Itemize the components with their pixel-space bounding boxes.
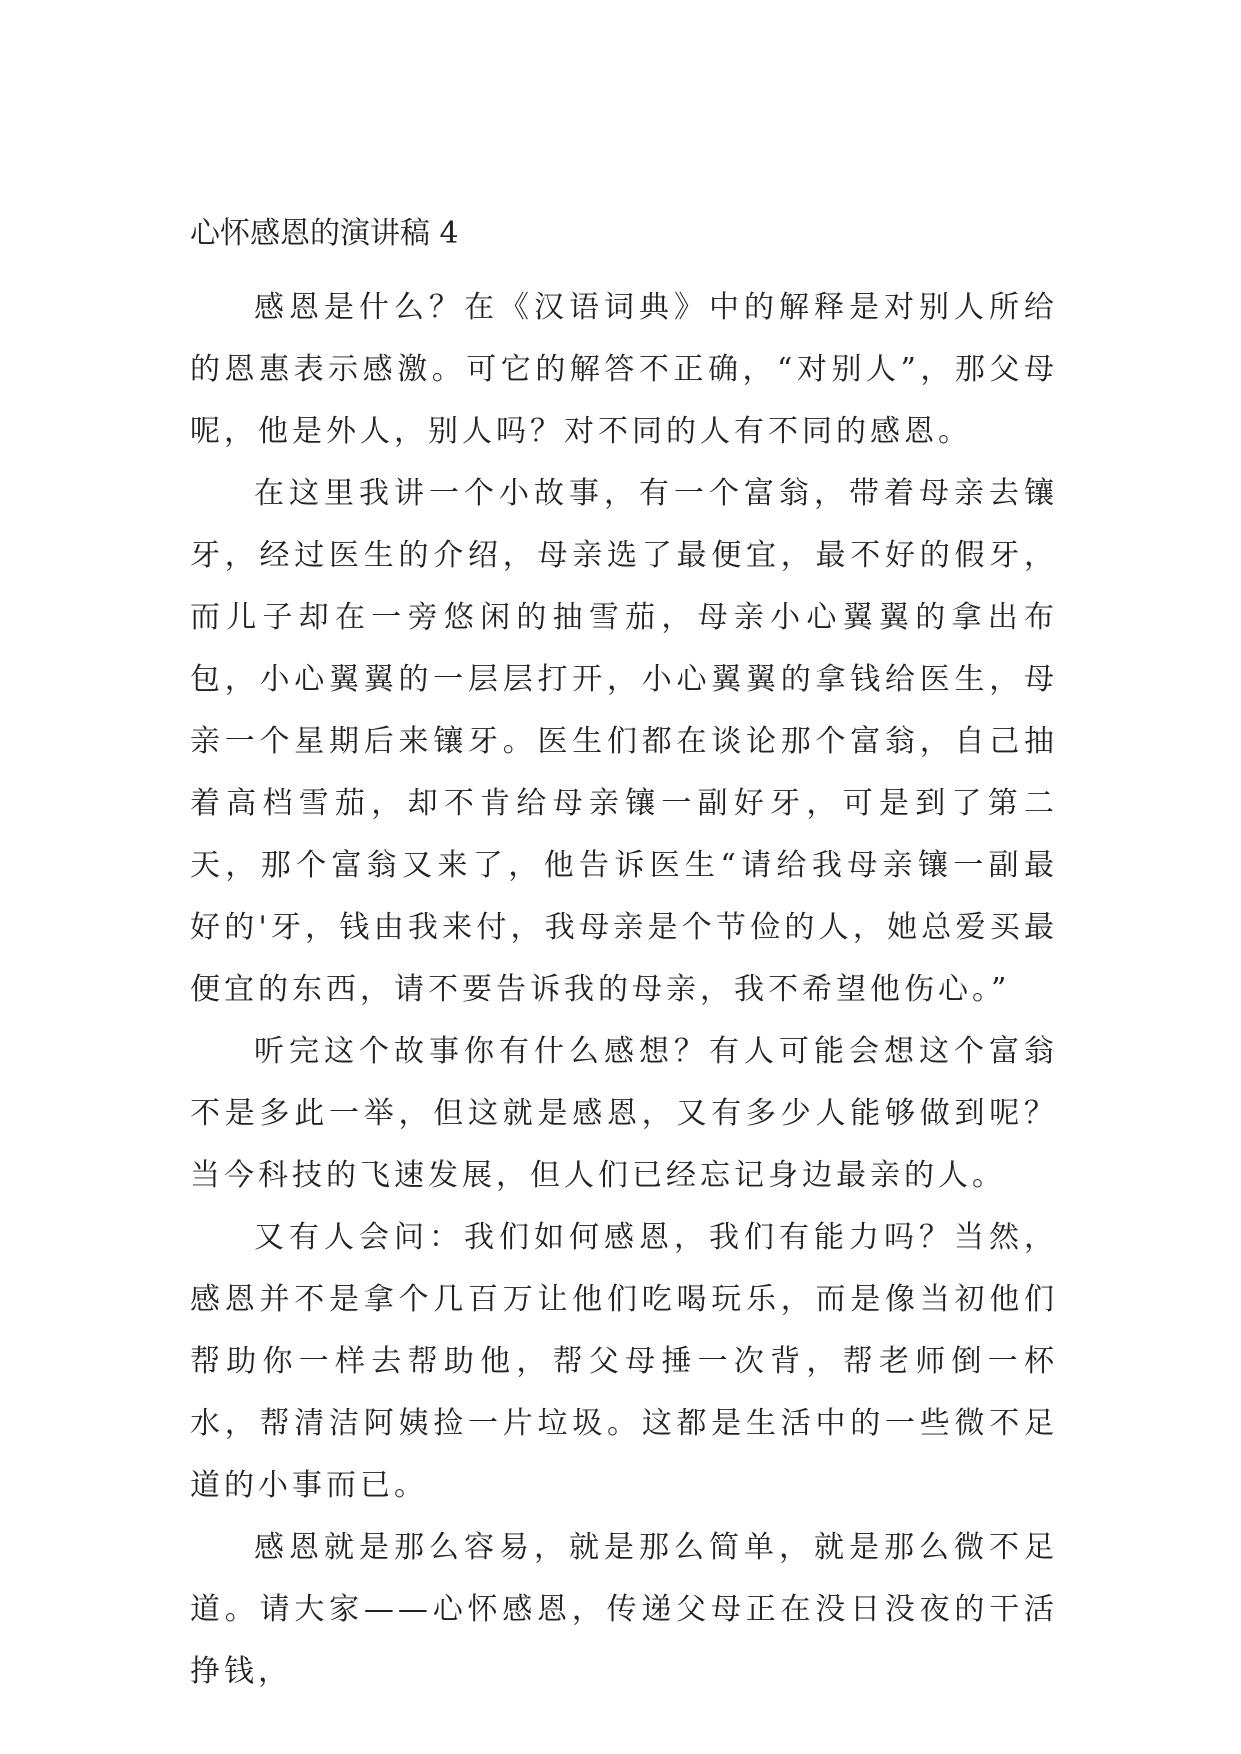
document-title: 心怀感恩的演讲稿 4 — [190, 216, 459, 251]
document-body — [190, 218, 1058, 1703]
paragraph-reflection: 听完这个故事你有什么感想？有人可能会想这个富翁不是多此一举，但这就是感恩，又有多少人能够做到呢？当今科技的飞速发展，但人们已经忘记身边最亲的人。 — [190, 1034, 1058, 1193]
paragraph-conclusion: 感恩就是那么容易，就是那么简单，就是那么微不足道。请大家——心怀感恩，传递父母正在没日没夜的干活挣钱， — [190, 1530, 1058, 1689]
paragraph-how-to-thank: 又有人会问：我们如何感恩，我们有能力吗？当然，感恩并不是拿个几百万让他们吃喝玩乐，而是像当初他们帮助你一样去帮助他，帮父母捶一次背，帮老师倒一杯水，帮清洁阿姨捡一片垃圾。这都是生活中的一些微不足道的小事而已。 — [190, 1220, 1058, 1503]
paragraph-story: 在这里我讲一个小故事，有一个富翁，带着母亲去镶牙，经过医生的介绍，母亲选了最便宜，最不好的假牙，而儿子却在一旁悠闲的抽雪茄，母亲小心翼翼的拿出布包，小心翼翼的一层层打开，小心翼翼的拿钱给医生，母亲一个星期后来镶牙。医生们都在谈论那个富翁，自己抽着高档雪茄，却不肯给母亲镶一副好牙，可是到了第二天，那个富翁又来了，他告诉医生“请给我母亲镶一副最好的'牙，钱由我来付，我母亲是个节俭的人，她总爱买最便宜的东西，请不要告诉我的母亲，我不希望他伤心。” — [190, 476, 1058, 1007]
paragraph-what-is-gratitude: 感恩是什么？在《汉语词典》中的解释是对别人所给的恩惠表示感激。可它的解答不正确，“对别人”，那父母呢，他是外人，别人吗？对不同的人有不同的感恩。 — [190, 290, 1058, 449]
